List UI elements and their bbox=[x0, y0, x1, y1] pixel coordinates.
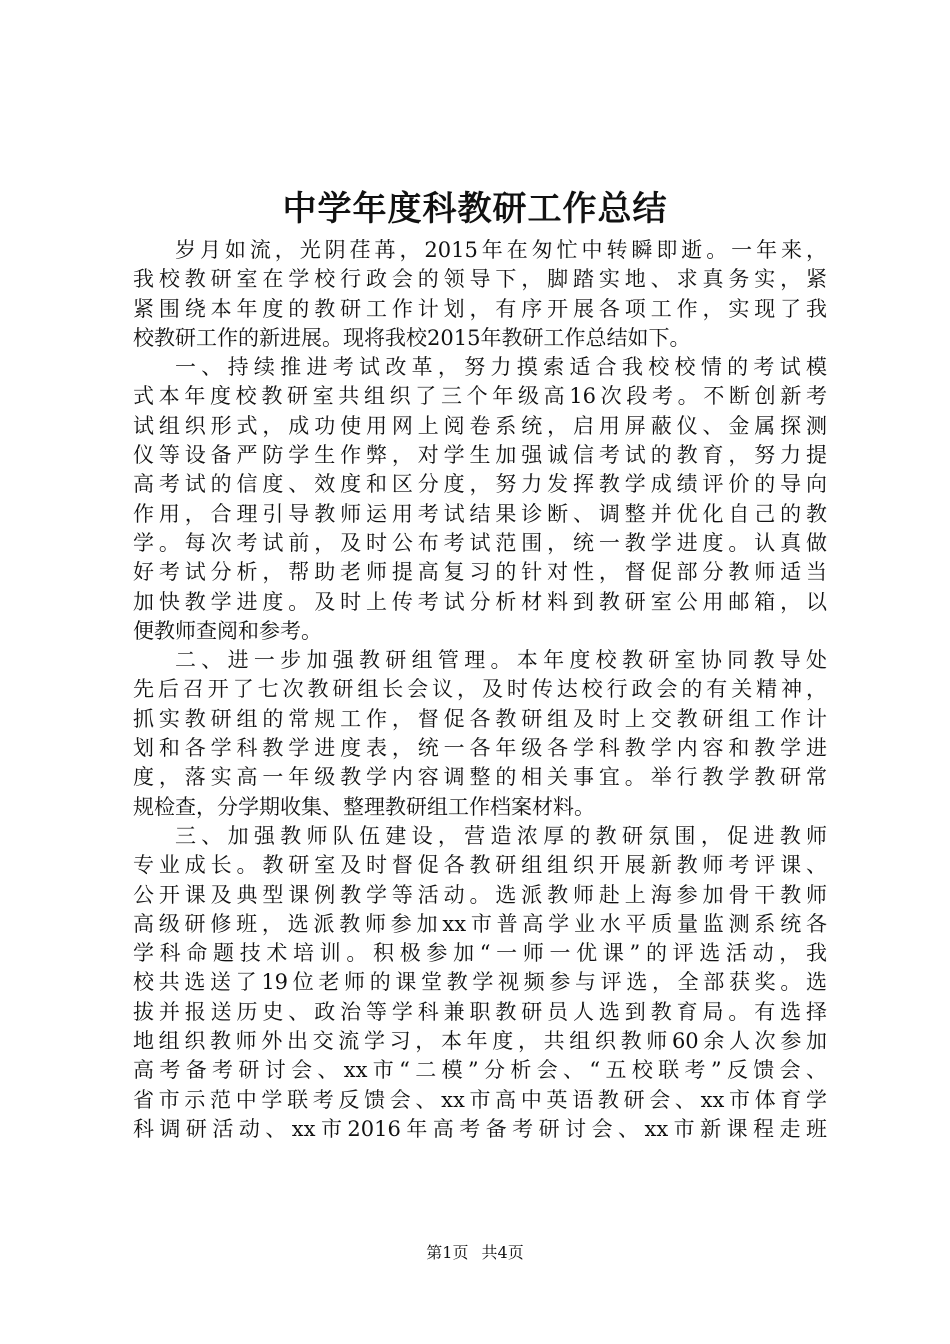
document-body bbox=[133, 236, 827, 1144]
paragraph-line: 科调研活动、xx市2016年高考备考研讨会、xx市新课程走班 bbox=[133, 1116, 827, 1141]
paragraph-line: 先后召开了七次教研组长会议，及时传达校行政会的有关精神， bbox=[133, 677, 827, 702]
paragraph-line: 一、持续推进考试改革，努力摸索适合我校校情的考试模 bbox=[175, 355, 827, 380]
paragraph-line: 高考试的信度、效度和区分度，努力发挥教学成绩评价的导向 bbox=[133, 472, 827, 497]
paragraph-line: 学科命题技术培训。积极参加“一师一优课”的评选活动，我 bbox=[133, 941, 827, 966]
paragraph-line: 式本年度校教研室共组织了三个年级高16次段考。不断创新考 bbox=[133, 384, 827, 409]
paragraph-line: 专业成长。教研室及时督促各教研组组织开展新教师考评课、 bbox=[133, 853, 827, 878]
paragraph-line: 省市示范中学联考反馈会、xx市高中英语教研会、xx市体育学 bbox=[133, 1087, 827, 1112]
paragraph-line: 抓实教研组的常规工作，督促各教研组及时上交教研组工作计 bbox=[133, 706, 827, 731]
paragraph-line: 二、进一步加强教研组管理。本年度校教研室协同教导处 bbox=[175, 648, 827, 673]
paragraph-line: 三、加强教师队伍建设，营造浓厚的教研氛围，促进教师 bbox=[175, 823, 827, 848]
paragraph bbox=[133, 236, 827, 353]
paragraph bbox=[133, 353, 827, 646]
document-title: 中学年度科教研工作总结 bbox=[282, 189, 668, 229]
page-footer bbox=[0, 1241, 950, 1265]
paragraph-line: 规检查，分学期收集、整理教研组工作档案材料。 bbox=[133, 794, 595, 819]
paragraph-line: 划和各学科教学进度表，统一各年级各学科教学内容和教学进 bbox=[133, 736, 827, 761]
paragraph-line: 好考试分析，帮助老师提高复习的针对性，督促部分教师适当 bbox=[133, 560, 827, 585]
paragraph-line: 高考备考研讨会、xx市“二模”分析会、“五校联考”反馈会、 bbox=[133, 1058, 827, 1083]
paragraph-line: 公开课及典型课例教学等活动。选派教师赴上海参加骨干教师 bbox=[133, 882, 827, 907]
paragraph-line: 拔并报送历史、政治等学科兼职教研员人选到教育局。有选择 bbox=[133, 999, 827, 1024]
paragraph-line: 学。每次考试前，及时公布考试范围，统一教学进度。认真做 bbox=[133, 530, 827, 555]
paragraph-line: 仪等设备严防学生作弊，对学生加强诚信考试的教育，努力提 bbox=[133, 443, 827, 468]
paragraph-line: 试组织形式，成功使用网上阅卷系统，启用屏蔽仪、金属探测 bbox=[133, 413, 827, 438]
page-number: 第1页 bbox=[426, 1243, 469, 1262]
paragraph bbox=[133, 822, 827, 1144]
paragraph-line: 度，落实高一年级教学内容调整的相关事宜。举行教学教研常 bbox=[133, 765, 827, 790]
paragraph-line: 加快教学进度。及时上传考试分析材料到教研室公用邮箱，以 bbox=[133, 589, 827, 614]
paragraph-line: 便教师查阅和参考。 bbox=[133, 618, 322, 643]
paragraph-line: 紧围绕本年度的教研工作计划，有序开展各项工作，实现了我 bbox=[133, 296, 827, 321]
paragraph-line: 校教研工作的新进展。现将我校2015年教研工作总结如下。 bbox=[133, 325, 691, 350]
paragraph bbox=[133, 646, 827, 822]
page-total: 共4页 bbox=[481, 1243, 524, 1262]
paragraph-line: 作用，合理引导教师运用考试结果诊断、调整并优化自己的教 bbox=[133, 501, 827, 526]
paragraph-line: 岁月如流，光阴荏苒，2015年在匆忙中转瞬即逝。一年来， bbox=[175, 238, 827, 262]
paragraph-line: 地组织教师外出交流学习，本年度，共组织教师60余人次参加 bbox=[133, 1029, 827, 1054]
paragraph-line: 高级研修班，选派教师参加xx市普高学业水平质量监测系统各 bbox=[133, 911, 827, 936]
paragraph-line: 校共选送了19位老师的课堂教学视频参与评选，全部获奖。选 bbox=[133, 970, 827, 995]
paragraph-line: 我校教研室在学校行政会的领导下，脚踏实地、求真务实，紧 bbox=[133, 267, 827, 292]
